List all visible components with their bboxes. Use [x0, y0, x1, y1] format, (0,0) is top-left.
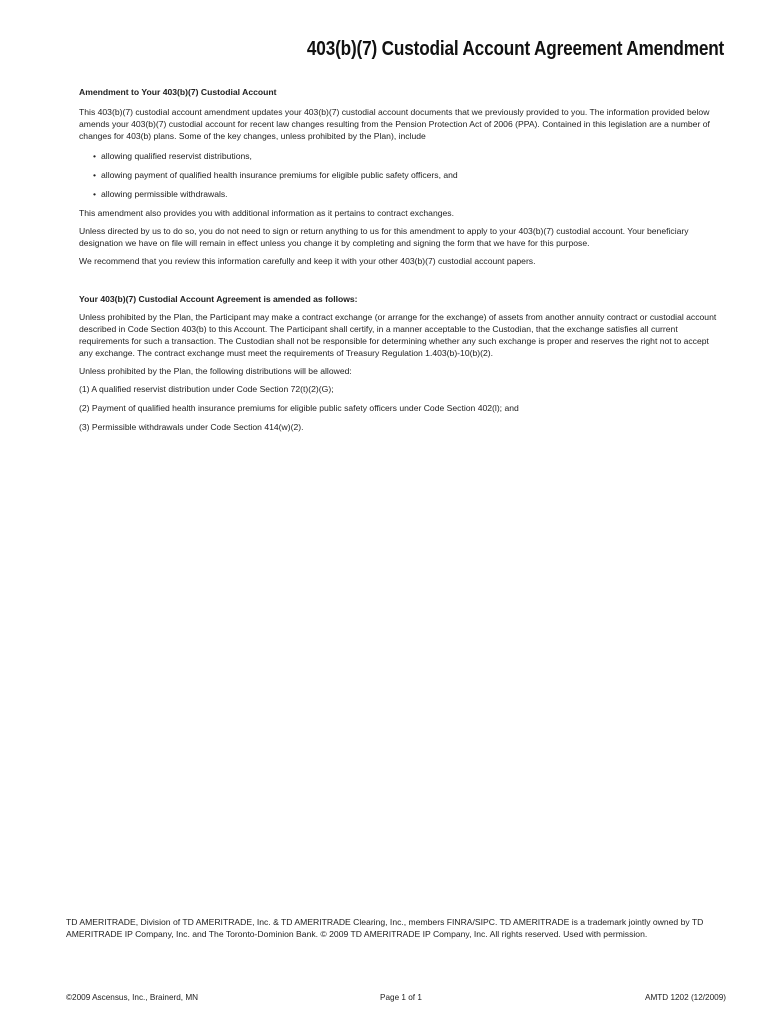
distributions-intro: Unless prohibited by the Plan, the following distributions will be allowed:	[79, 366, 352, 376]
document-body	[79, 86, 719, 440]
distributions-list	[79, 383, 719, 433]
list-item: • allowing payment of qualified health insurance premiums for eligible public safety officers, and	[93, 169, 719, 181]
legal-disclaimer: TD AMERITRADE, Division of TD AMERITRADE, Inc. & TD AMERITRADE Clearing, Inc., members FINRA/SIPC. TD AMERITRADE is a trademark jointly owned by TD AMERITRADE IP Company, Inc. and The Toronto-Dominion Bank. © 2009 TD AMERITRADE IP Company, Inc. All rights reserved. Used with permission.	[66, 917, 704, 939]
recommend-paragraph: We recommend that you review this information carefully and keep it with your other 403(b)(7) custodial account papers.	[79, 256, 536, 266]
list-item: • allowing qualified reservist distributions,	[93, 150, 719, 162]
section-heading-terms: Your 403(b)(7) Custodial Account Agreement is amended as follows:	[79, 294, 358, 304]
key-changes-list	[79, 150, 719, 200]
list-item: (1) A qualified reservist distribution under Code Section 72(t)(2)(G);	[79, 384, 334, 394]
section-heading-amendment: Amendment to Your 403(b)(7) Custodial Account	[79, 87, 277, 97]
list-item: (3) Permissible withdrawals under Code Section 414(w)(2).	[79, 422, 304, 432]
list-item: • allowing permissible withdrawals.	[93, 188, 719, 200]
footer-copyright: ©2009 Ascensus, Inc., Brainerd, MN	[66, 993, 199, 1002]
contract-exchange-paragraph: Unless prohibited by the Plan, the Participant may make a contract exchange (or arrange for the exchange) of assets from another annuity contract or custodial account described in Code Section 403(b) to this Account. The Participant shall certify, in a manner acceptable to the Custodian, that the exchange satisfies all current requirements for such a transaction. The Custodian shall not be responsible for determining whether any such exchange is proper and reserves the right not to accept any exchange. The contract exchange must meet the requirements of Treasury Regulation 1.403(b)-10(b)(2).	[79, 312, 717, 358]
no-sign-paragraph: Unless directed by us to do so, you do not need to sign or return anything to us for this amendment to apply to your 403(b)(7) custodial account. Your beneficiary designation we have on file will remain in effect unless you change it by completing and signing the form that we have for this purpose.	[79, 226, 689, 248]
exchange-note-paragraph: This amendment also provides you with additional information as it pertains to contract exchanges.	[79, 208, 454, 218]
amendment-terms-section	[79, 293, 719, 433]
footer-form-code: AMTD 1202 (12/2009)	[644, 993, 726, 1002]
footer-page-number: Page 1 of 1	[380, 993, 422, 1002]
document-title: 403(b)(7) Custodial Account Agreement Amendment	[306, 38, 724, 60]
intro-paragraph: This 403(b)(7) custodial account amendment updates your 403(b)(7) custodial account documents that we previously provided to you. The information provided below amends your 403(b)(7) custodial account for recent law changes resulting from the Pension Protection Act of 2006 (PPA). Contained in this legislation are a number of changes for 403(b) plans. Some of the key changes, unless prohibited by the Plan), include	[79, 107, 710, 141]
list-item: (2) Payment of qualified health insurance premiums for eligible public safety officers under Code Section 402(l); and	[79, 403, 519, 413]
